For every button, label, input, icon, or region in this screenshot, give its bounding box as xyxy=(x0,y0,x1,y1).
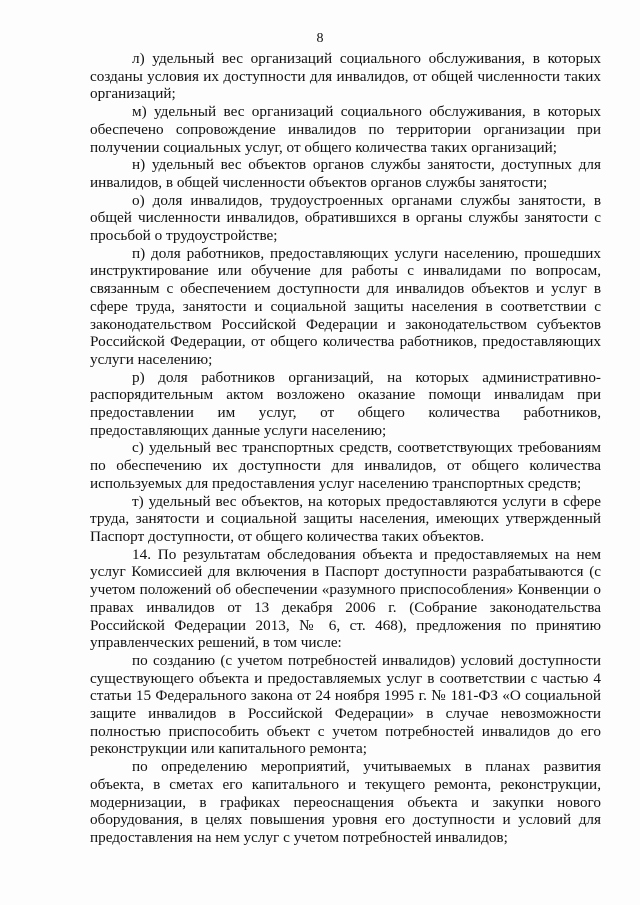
paragraph-n: н) удельный вес объектов органов службы занятости, доступных для инвалидов, в общей численности объектов органов службы занятости; xyxy=(90,156,601,191)
paragraph-m: м) удельный вес организаций социального обслуживания, в которых обеспечено сопровождение инвалидов по территории организации при получении социальных услуг, от общего количества таких организаций; xyxy=(90,103,601,156)
paragraph-t: т) удельный вес объектов, на которых предоставляются услуги в сфере труда, занятости и социальной защиты населения, имеющих утвержденный Паспорт доступности, от общего количества таких объектов. xyxy=(90,492,601,545)
paragraph-s: с) удельный вес транспортных средств, соответствующих требованиям по обеспечению их доступности для инвалидов, от общего количества используемых для предоставления услуг населению транспортных средств; xyxy=(90,439,601,492)
paragraph-r: р) доля работников организаций, на которых административно-распорядительным актом возложено оказание помощи инвалидам при предоставлении им услуг, от общего количества работников, предоставляющих данные услуги населению; xyxy=(90,368,601,439)
paragraph-14: 14. По результатам обследования объекта и предоставляемых на нем услуг Комиссией для включения в Паспорт доступности разрабатываются (с учетом положений об обеспечении «разумного приспособления» Конвенции о правах инвалидов от 13 декабря 2006 г. (Собрание законодательства Российской Федерации 2013, № 6, ст. 468), предложения по принятию управленческих решений, в том числе: xyxy=(90,545,601,652)
paragraph-creation: по созданию (с учетом потребностей инвалидов) условий доступности существующего объекта и предоставляемых услуг в соответствии с частью 4 статьи 15 Федерального закона от 24 ноября 1995 г. № 181-ФЗ «О социальной защите инвалидов в Российской Федерации» в случае невозможности полностью приспособить объект с учетом потребностей инвалидов до его реконструкции или капитального ремонта; xyxy=(90,651,601,758)
paragraph-l: л) удельный вес организаций социального обслуживания, в которых созданы условия их доступности для инвалидов, от общей численности таких организаций; xyxy=(90,50,601,103)
document-body xyxy=(90,50,601,847)
paragraph-o: о) доля инвалидов, трудоустроенных органами службы занятости, в общей численности инвалидов, обратившихся в органы службы занятости с просьбой о трудоустройстве; xyxy=(90,191,601,245)
page-number: 8 xyxy=(316,31,324,46)
paragraph-p: п) доля работников, предоставляющих услуги населению, прошедших инструктирование или обучение для работы с инвалидами по вопросам, связанным с обеспечением доступности для инвалидов объектов и услуг в сфере труда, занятости и социальной защиты населения в соответствии с законодательством Российской Федерации и законодательством субъектов Российской Федерации, от общего количества работников, предоставляющих услуги населению; xyxy=(90,244,601,368)
paragraph-measures: по определению мероприятий, учитываемых в планах развития объекта, в сметах его капитального и текущего ремонта, реконструкции, модернизации, в графиках переоснащения объекта и закупки нового оборудования, в целях повышения уровня его доступности и условий для предоставления на нем услуг с учетом потребностей инвалидов; xyxy=(90,758,601,846)
